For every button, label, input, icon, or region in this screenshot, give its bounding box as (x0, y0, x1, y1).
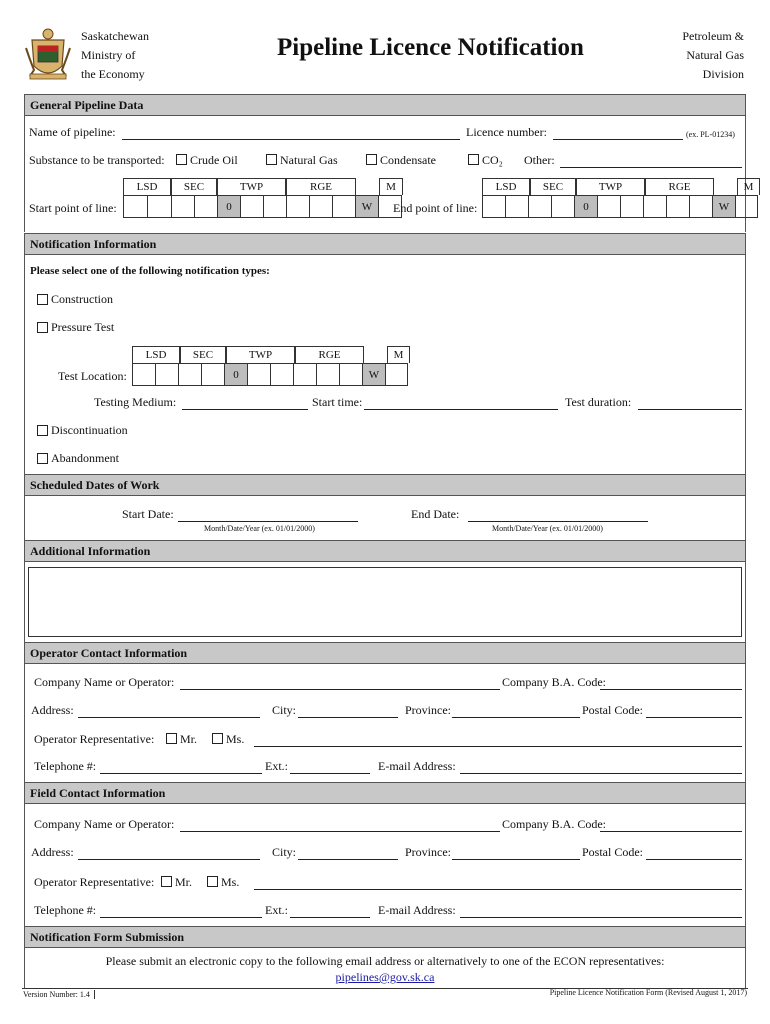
grid-header-blank (364, 346, 387, 363)
end-date-field[interactable] (468, 521, 648, 522)
government-crest-logo (24, 26, 72, 82)
grid-fixed-cell: 0 (575, 196, 598, 218)
submission-email-link[interactable]: pipelines@gov.sk.ca (335, 970, 435, 984)
test-duration-field[interactable] (638, 409, 742, 410)
operator-phone-label: Telephone #: (34, 759, 97, 773)
org-name (81, 27, 149, 84)
pressure-test-label: Pressure Test (51, 320, 115, 334)
grid-cell[interactable] (690, 196, 713, 218)
operator-address-field[interactable] (78, 717, 260, 718)
notification-prompt: Please select one of the following notification types: (30, 265, 270, 277)
grid-cell[interactable] (264, 196, 287, 218)
operator-city-field[interactable] (298, 717, 398, 718)
division-line: Natural Gas (686, 48, 744, 62)
grid-cell[interactable] (124, 196, 148, 218)
section-notification-information: Notification Information (24, 233, 746, 255)
grid-header-rge: RGE (645, 178, 714, 195)
field-ext-label: Ext.: (265, 903, 288, 917)
operator-company-field[interactable] (180, 689, 500, 690)
discontinuation-label: Discontinuation (51, 423, 128, 437)
grid-cell[interactable] (386, 364, 408, 386)
abandonment-label: Abandonment (51, 451, 119, 465)
start-time-label: Start time: (312, 395, 363, 409)
field-rep-label: Operator Representative: (34, 875, 155, 889)
operator-postal-label: Postal Code: (582, 703, 644, 717)
operator-email-label: E-mail Address: (378, 759, 456, 773)
division-line: Petroleum & (682, 29, 744, 43)
submission-email-row (24, 970, 746, 985)
grid-header-twp: TWP (576, 178, 645, 195)
field-email-field[interactable] (460, 917, 742, 918)
licence-example: (ex. PL-01234) (686, 130, 735, 139)
section-form-submission: Notification Form Submission (24, 926, 746, 948)
crude-oil-label: Crude Oil (190, 153, 238, 167)
start-date-hint: Month/Date/Year (ex. 01/01/2000) (204, 524, 315, 533)
field-ms-label: Ms. (221, 875, 240, 889)
grid-cell[interactable] (317, 364, 340, 386)
grid-cell[interactable] (248, 364, 271, 386)
condensate-checkbox[interactable] (366, 154, 377, 165)
division-line: Division (702, 67, 744, 81)
operator-mr-checkbox[interactable] (166, 733, 177, 744)
pipeline-name-label: Name of pipeline: (29, 125, 116, 139)
construction-checkbox[interactable] (37, 294, 48, 305)
start-date-label: Start Date: (122, 507, 174, 521)
start-point-grid (123, 195, 402, 218)
field-city-field[interactable] (298, 859, 398, 860)
grid-header-m: M (379, 178, 403, 195)
org-line: Ministry of (81, 48, 136, 62)
field-mr-label: Mr. (175, 875, 193, 889)
grid-cell[interactable] (148, 196, 172, 218)
start-grid-header (123, 178, 403, 195)
co2-checkbox[interactable] (468, 154, 479, 165)
grid-header-rge: RGE (295, 346, 364, 363)
operator-company-label: Company Name or Operator: (34, 675, 175, 689)
end-date-hint: Month/Date/Year (ex. 01/01/2000) (492, 524, 603, 533)
field-ms-checkbox[interactable] (207, 876, 218, 887)
additional-information-textarea[interactable] (28, 567, 742, 637)
other-substance-field[interactable] (560, 167, 742, 168)
field-ba-code-field[interactable] (600, 831, 742, 832)
grid-cell[interactable] (340, 364, 363, 386)
grid-header-lsd: LSD (132, 346, 180, 363)
grid-cell[interactable] (644, 196, 667, 218)
field-ext-field[interactable] (290, 917, 370, 918)
grid-header-rge: RGE (286, 178, 356, 195)
grid-header-sec: SEC (171, 178, 217, 195)
grid-header-sec: SEC (180, 346, 226, 363)
grid-fixed-cell: 0 (218, 196, 241, 218)
test-duration-label: Test duration: (565, 395, 632, 409)
section-field-contact: Field Contact Information (24, 782, 746, 804)
operator-ext-label: Ext.: (265, 759, 288, 773)
field-ba-code-label: Company B.A. Code: (502, 817, 606, 831)
grid-header-twp: TWP (226, 346, 295, 363)
org-line: Saskatchewan (81, 29, 149, 43)
grid-fixed-cell: W (356, 196, 379, 218)
construction-label: Construction (51, 292, 113, 306)
field-address-label: Address: (31, 845, 74, 859)
end-date-label: End Date: (411, 507, 460, 521)
operator-address-label: Address: (31, 703, 74, 717)
field-province-field[interactable] (452, 859, 580, 860)
grid-cell[interactable] (333, 196, 356, 218)
grid-cell[interactable] (287, 196, 310, 218)
test-location-grid (132, 363, 408, 386)
pressure-test-checkbox[interactable] (37, 322, 48, 333)
grid-fixed-cell: 0 (225, 364, 248, 386)
testing-medium-field[interactable] (182, 409, 308, 410)
co2-label: CO₂ (482, 153, 503, 167)
field-postal-label: Postal Code: (582, 845, 644, 859)
field-company-label: Company Name or Operator: (34, 817, 175, 831)
grid-cell[interactable] (294, 364, 317, 386)
grid-cell[interactable] (598, 196, 621, 218)
discontinuation-checkbox[interactable] (37, 425, 48, 436)
operator-province-label: Province: (405, 703, 451, 717)
start-date-field[interactable] (178, 521, 358, 522)
end-point-label: End point of line: (393, 201, 478, 215)
grid-cell[interactable] (483, 196, 506, 218)
operator-email-field[interactable] (460, 773, 742, 774)
start-time-field[interactable] (364, 409, 558, 410)
field-phone-label: Telephone #: (34, 903, 97, 917)
grid-header-lsd: LSD (482, 178, 530, 195)
grid-cell[interactable] (667, 196, 690, 218)
operator-rep-name-field[interactable] (254, 746, 742, 747)
grid-cell[interactable] (133, 364, 156, 386)
operator-ba-code-label: Company B.A. Code: (502, 675, 606, 689)
field-address-field[interactable] (78, 859, 260, 860)
operator-ba-code-field[interactable] (600, 689, 742, 690)
submission-instructions: Please submit an electronic copy to the following email address or alternatively to one of the ECON representatives: (105, 954, 665, 968)
version-number: Version Number: 1.4 (23, 990, 95, 999)
other-label: Other: (524, 153, 555, 167)
operator-ms-label: Ms. (226, 732, 245, 746)
grid-fixed-cell: W (363, 364, 386, 386)
grid-header-lsd: LSD (123, 178, 171, 195)
substance-label: Substance to be transported: (29, 153, 165, 167)
operator-city-label: City: (272, 703, 297, 717)
field-city-label: City: (272, 845, 297, 859)
end-point-grid (482, 195, 758, 218)
page-title: Pipeline Licence Notification (277, 34, 584, 61)
grid-fixed-cell: W (713, 196, 736, 218)
operator-ms-checkbox[interactable] (212, 733, 223, 744)
grid-cell[interactable] (202, 364, 225, 386)
grid-header-twp: TWP (217, 178, 286, 195)
section-scheduled-dates: Scheduled Dates of Work (24, 474, 746, 496)
licence-number-label: Licence number: (466, 125, 547, 139)
condensate-label: Condensate (380, 153, 436, 167)
natural-gas-label: Natural Gas (280, 153, 338, 167)
operator-province-field[interactable] (452, 717, 580, 718)
grid-header-blank (356, 178, 379, 195)
operator-ext-field[interactable] (290, 773, 370, 774)
grid-header-blank (714, 178, 737, 195)
grid-cell[interactable] (506, 196, 529, 218)
grid-cell[interactable] (529, 196, 552, 218)
grid-cell[interactable] (736, 196, 758, 218)
testing-medium-label: Testing Medium: (94, 395, 177, 409)
grid-header-m: M (737, 178, 760, 195)
section-additional-information: Additional Information (24, 540, 746, 562)
licence-number-field[interactable] (553, 139, 683, 140)
grid-cell[interactable] (172, 196, 195, 218)
field-phone-field[interactable] (100, 917, 262, 918)
field-rep-name-field[interactable] (254, 889, 742, 890)
test-grid-header (132, 346, 410, 363)
pipeline-name-field[interactable] (122, 139, 460, 140)
field-email-label: E-mail Address: (378, 903, 456, 917)
natural-gas-checkbox[interactable] (266, 154, 277, 165)
field-company-field[interactable] (180, 831, 500, 832)
operator-postal-field[interactable] (646, 717, 742, 718)
start-point-label: Start point of line: (29, 201, 117, 215)
field-mr-checkbox[interactable] (161, 876, 172, 887)
org-line: the Economy (81, 67, 145, 81)
form-name-footer: Pipeline Licence Notification Form (Revised August 1, 2017) (549, 988, 747, 997)
field-province-label: Province: (405, 845, 451, 859)
operator-phone-field[interactable] (100, 773, 262, 774)
grid-header-sec: SEC (530, 178, 576, 195)
grid-cell[interactable] (156, 364, 179, 386)
grid-cell[interactable] (310, 196, 333, 218)
grid-cell[interactable] (179, 364, 202, 386)
operator-mr-label: Mr. (180, 732, 198, 746)
division-name (682, 27, 744, 84)
end-grid-header (482, 178, 760, 195)
test-location-label: Test Location: (58, 369, 127, 383)
section-general-pipeline-data: General Pipeline Data (24, 94, 746, 116)
grid-cell[interactable] (621, 196, 644, 218)
grid-header-m: M (387, 346, 410, 363)
operator-rep-label: Operator Representative: (34, 732, 155, 746)
crude-oil-checkbox[interactable] (176, 154, 187, 165)
grid-cell[interactable] (271, 364, 294, 386)
section-operator-contact: Operator Contact Information (24, 642, 746, 664)
grid-cell[interactable] (241, 196, 264, 218)
field-postal-field[interactable] (646, 859, 742, 860)
grid-cell[interactable] (552, 196, 575, 218)
grid-cell[interactable] (195, 196, 218, 218)
abandonment-checkbox[interactable] (37, 453, 48, 464)
